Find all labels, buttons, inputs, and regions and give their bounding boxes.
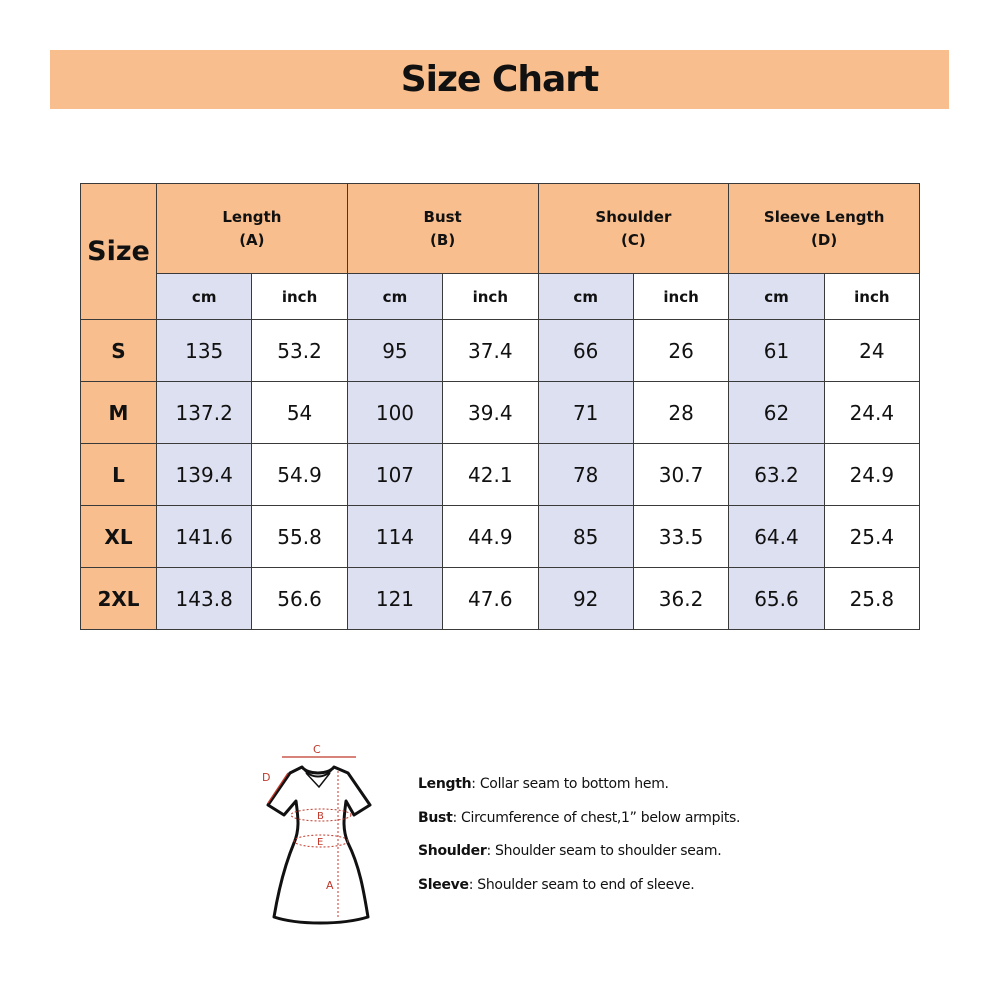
table-cell: 56.6: [252, 568, 347, 630]
table-cell: 33.5: [633, 506, 728, 568]
bust-header: [347, 184, 538, 274]
table-cell: 42.1: [443, 444, 538, 506]
table-cell: 26: [633, 320, 728, 382]
table-row: [81, 320, 920, 382]
legend-item-length: [418, 770, 978, 804]
size-label: 2XL: [81, 568, 157, 630]
table-cell: 143.8: [157, 568, 252, 630]
table-cell: 66: [538, 320, 633, 382]
table-cell: 25.8: [824, 568, 919, 630]
table-cell: 95: [347, 320, 442, 382]
group-code: (A): [239, 230, 265, 249]
table-cell: 71: [538, 382, 633, 444]
measurement-legend: [418, 770, 978, 904]
table-cell: 24: [824, 320, 919, 382]
table-cell: 55.8: [252, 506, 347, 568]
label-a: A: [326, 879, 334, 892]
table-cell: 114: [347, 506, 442, 568]
table-cell: 92: [538, 568, 633, 630]
legend-item-sleeve: [418, 871, 978, 905]
table-cell: 24.9: [824, 444, 919, 506]
table-cell: 36.2: [633, 568, 728, 630]
table-cell: 65.6: [729, 568, 824, 630]
table-cell: 63.2: [729, 444, 824, 506]
table-cell: 54: [252, 382, 347, 444]
legend-desc: : Shoulder seam to shoulder seam.: [486, 843, 722, 859]
unit-header-inch: inch: [443, 274, 538, 320]
dress-measurement-diagram: [250, 735, 390, 930]
unit-header-inch: inch: [252, 274, 347, 320]
size-column-header: Size: [81, 184, 157, 320]
size-label: XL: [81, 506, 157, 568]
table-cell: 137.2: [157, 382, 252, 444]
size-label: M: [81, 382, 157, 444]
unit-header-cm: cm: [729, 274, 824, 320]
sleeve-measure-line: [268, 773, 288, 803]
legend-term: Sleeve: [418, 876, 469, 893]
table-row: [81, 568, 920, 630]
size-table: [80, 183, 920, 630]
table-cell: 139.4: [157, 444, 252, 506]
group-code: (C): [621, 230, 646, 249]
unit-header-inch: inch: [824, 274, 919, 320]
table-cell: 135: [157, 320, 252, 382]
table-row: [81, 382, 920, 444]
unit-header-cm: cm: [347, 274, 442, 320]
size-label: L: [81, 444, 157, 506]
legend-item-shoulder: [418, 837, 978, 871]
label-e: E: [317, 837, 324, 848]
label-b: B: [317, 811, 324, 822]
unit-header-cm: cm: [538, 274, 633, 320]
table-cell: 44.9: [443, 506, 538, 568]
page-title: Size Chart: [400, 59, 599, 100]
legend-term: Shoulder: [418, 843, 487, 859]
legend-term: Bust: [418, 809, 453, 826]
table-cell: 61: [729, 320, 824, 382]
dress-illustration: [250, 735, 390, 930]
group-name: Sleeve Length: [763, 207, 885, 226]
title-banner: [50, 50, 949, 109]
table-cell: 54.9: [252, 444, 347, 506]
legend-term: Length: [418, 776, 472, 792]
table-cell: 53.2: [252, 320, 347, 382]
unit-header-inch: inch: [633, 274, 728, 320]
table-cell: 28: [633, 382, 728, 444]
unit-header-cm: cm: [157, 274, 252, 320]
group-code: (D): [811, 230, 838, 249]
table-cell: 78: [538, 444, 633, 506]
group-name: Length: [222, 207, 282, 226]
table-cell: 64.4: [729, 506, 824, 568]
shoulder-header: [538, 184, 729, 274]
length-header: [157, 184, 348, 274]
table-cell: 25.4: [824, 506, 919, 568]
legend-desc: : Shoulder seam to end of sleeve.: [468, 876, 695, 893]
group-code: (B): [430, 230, 456, 249]
table-cell: 100: [347, 382, 442, 444]
table-cell: 121: [347, 568, 442, 630]
table-cell: 107: [347, 444, 442, 506]
legend-item-bust: [418, 804, 978, 838]
table-cell: 47.6: [443, 568, 538, 630]
table-cell: 85: [538, 506, 633, 568]
legend-desc: : Collar seam to bottom hem.: [471, 776, 669, 792]
table-cell: 141.6: [157, 506, 252, 568]
table-cell: 37.4: [443, 320, 538, 382]
table-row: [81, 444, 920, 506]
table-cell: 24.4: [824, 382, 919, 444]
table-cell: 30.7: [633, 444, 728, 506]
table-cell: 62: [729, 382, 824, 444]
label-c: C: [313, 743, 321, 756]
label-d: D: [262, 771, 271, 784]
legend-desc: : Circumference of chest,1” below armpits.: [452, 809, 741, 826]
sleeve-length-header: [729, 184, 920, 274]
table-cell: 39.4: [443, 382, 538, 444]
group-name: Bust: [423, 207, 462, 226]
size-label: S: [81, 320, 157, 382]
group-name: Shoulder: [595, 207, 672, 226]
table-row: [81, 506, 920, 568]
